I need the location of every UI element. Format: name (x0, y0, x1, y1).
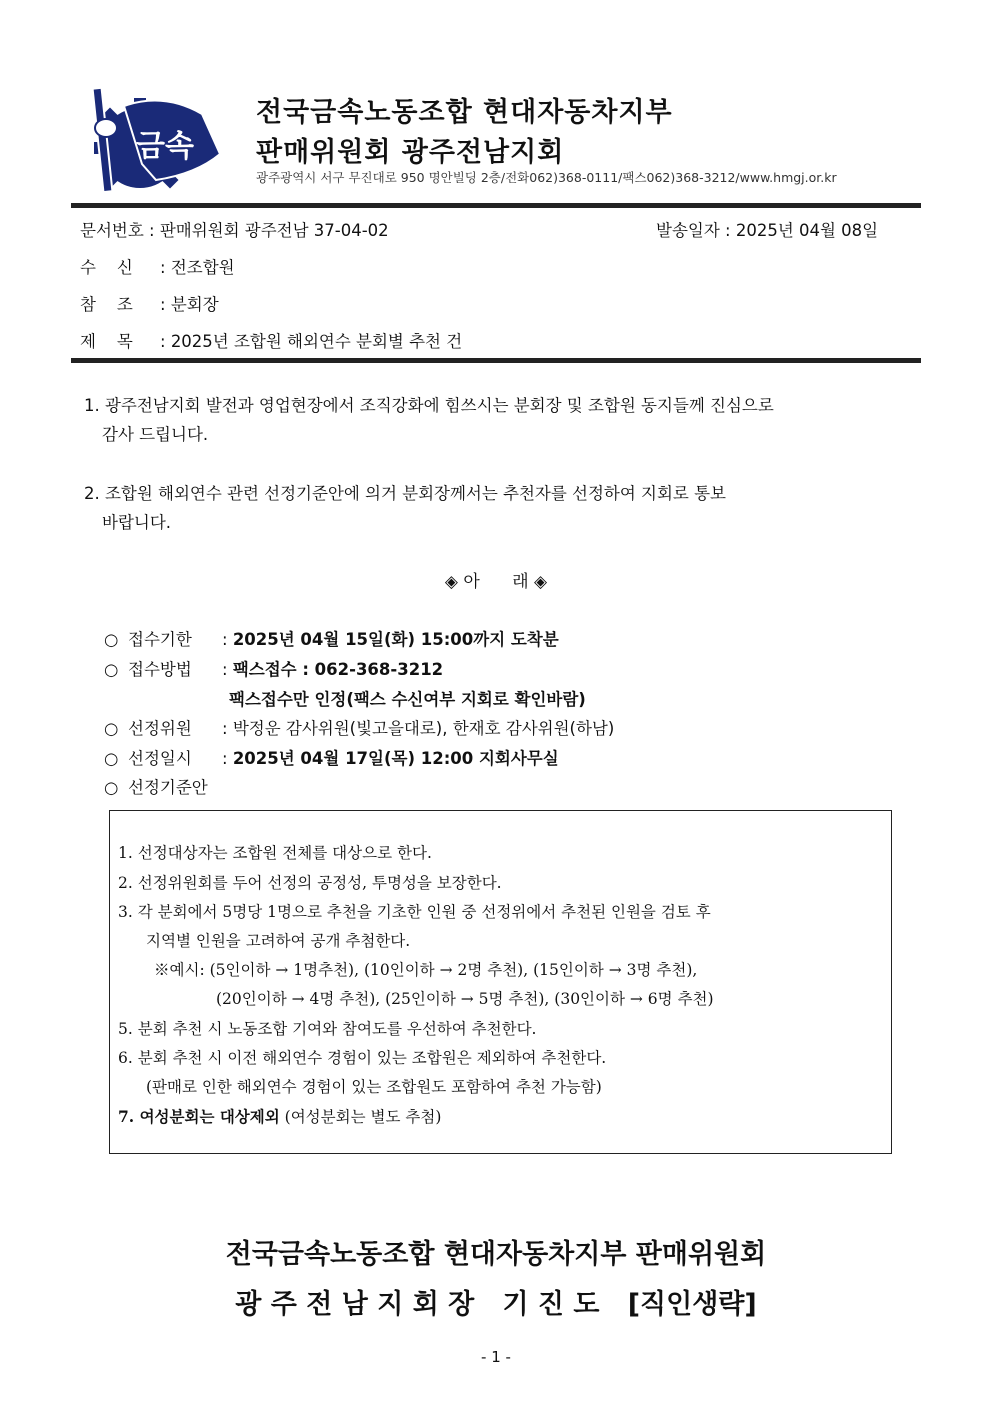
criteria-5: 5. 분회 추천 시 노동조합 기여와 참여도를 우선하여 추천한다. (118, 1020, 537, 1038)
circle-bullet-icon: ○ (104, 660, 119, 679)
circle-bullet-icon: ○ (104, 719, 119, 738)
send-date: 2025년 04월 08일 (735, 221, 879, 240)
item-committee: ○ 선정위원 : 박정운 감사위원(빛고을대로), 한재호 감사위원(하남) (104, 715, 614, 739)
criteria-2: 2. 선정위원회를 두어 선정의 공정성, 투명성을 보장한다. (118, 874, 502, 892)
org-name-line1: 전국금속노동조합 현대자동차지부 (256, 97, 673, 128)
circle-bullet-icon: ○ (104, 749, 119, 768)
criteria-label: 선정기준안 (128, 778, 208, 797)
doc-number: 판매위원회 광주전남 37-04-02 (159, 221, 389, 240)
reference: 분회장 (170, 295, 219, 314)
deadline-value: 2025년 04월 15일(화) 15:00까지 도착분 (232, 630, 559, 649)
committee-value: 박정운 감사위원(빛고을대로), 한재호 감사위원(하남) (232, 719, 615, 738)
criteria-7 (118, 1105, 441, 1127)
committee-label: 선정위원 (128, 719, 192, 738)
header-divider (71, 203, 921, 208)
signature-chair: 광 주 전 남 지 회 장 기 진 도 [직인생략] (235, 1289, 757, 1320)
deadline-label: 접수기한 (128, 630, 192, 649)
union-logo (84, 84, 224, 196)
notice-title: ◈ 아 래 ◈ (444, 572, 548, 592)
criteria-3-example2: (20인이하 → 4명 추천), (25인이하 → 5명 추천), (30인이하 → 6명 추천) (216, 990, 714, 1008)
criteria-6-line2: (판매로 인한 해외연수 경험이 있는 조합원도 포함하여 추천 가능함) (146, 1078, 602, 1096)
paragraph-2-line1: 2. 조합원 해외연수 관련 선정기준안에 의거 분회장께서는 추천자를 선정하여 지회로 통보 (84, 484, 726, 503)
reference-row: 참 조 : 분회장 (80, 291, 219, 315)
logo-text: 금속 (136, 129, 194, 164)
criteria-6-line1: 6. 분회 추천 시 이전 해외연수 경험이 있는 조합원은 제외하여 추천한다. (118, 1049, 607, 1067)
criteria-3-example1: ※예시: (5인이하 → 1명추천), (10인이하 → 2명 추천), (15인이하 → 3명 추천), (154, 961, 698, 979)
send-date-label: 발송일자 (656, 221, 720, 240)
criteria-1: 1. 선정대상자는 조합원 전체를 대상으로 한다. (118, 844, 432, 862)
recipient-label: 수 신 (80, 258, 133, 277)
subject: 2025년 조합원 해외연수 분회별 추천 건 (170, 332, 463, 351)
reference-label: 참 조 (80, 295, 133, 314)
page-number: - 1 - (481, 1348, 511, 1366)
signature-org: 전국금속노동조합 현대자동차지부 판매위원회 (225, 1239, 767, 1270)
criteria-3-line1: 3. 각 분회에서 5명당 1명으로 추천을 기초한 인원 중 선정위에서 추천된 인원을 검토 후 (118, 903, 711, 921)
recipient-row: 수 신 : 전조합원 (80, 254, 235, 278)
send-date-row: 발송일자 : 2025년 04월 08일 (656, 221, 879, 240)
meta-divider (71, 358, 921, 363)
criteria-3-line2: 지역별 인원을 고려하여 공개 추첨한다. (146, 932, 411, 950)
item-criteria (104, 774, 222, 798)
item-method: ○ 접수방법 : 팩스접수 : 062-368-3212 (104, 656, 443, 680)
subject-label: 제 목 (80, 332, 133, 351)
method-value: 팩스접수 : 062-368-3212 (232, 660, 444, 679)
paragraph-1-line2: 감사 드립니다. (102, 425, 209, 444)
recipient: 전조합원 (170, 258, 235, 277)
doc-number-row: 문서번호 : 판매위원회 광주전남 37-04-02 (80, 221, 389, 240)
doc-number-label: 문서번호 (80, 221, 144, 240)
item-selection-date: ○ 선정일시 : 2025년 04월 17일(목) 12:00 지회사무실 (104, 745, 559, 769)
subject-row: 제 목 : 2025년 조합원 해외연수 분회별 추천 건 (80, 328, 462, 352)
criteria-box (109, 810, 892, 1154)
criteria-7-bold: 7. 여성분회는 대상제외 (118, 1107, 280, 1126)
circle-bullet-icon: ○ (104, 630, 119, 649)
org-name-line2: 판매위원회 광주전남지회 (256, 137, 565, 168)
method-note: 팩스접수만 인정(팩스 수신여부 지회로 확인바람) (229, 690, 586, 709)
selection-date-label: 선정일시 (128, 749, 192, 768)
item-deadline: ○ 접수기한 : 2025년 04월 15일(화) 15:00까지 도착분 (104, 626, 559, 650)
criteria-7-rest: (여성분회는 별도 추첨) (279, 1108, 442, 1126)
paragraph-1-line1: 1. 광주전남지회 발전과 영업현장에서 조직강화에 힘쓰시는 분회장 및 조합원 동지들께 진심으로 (84, 396, 774, 415)
circle-bullet-icon: ○ (104, 778, 119, 797)
method-label: 접수방법 (128, 660, 192, 679)
org-address: 광주광역시 서구 무진대로 950 명안빌딩 2층/전화062)368-0111/팩스062)368-3212/www.hmgj.or.kr (256, 170, 837, 185)
selection-date-value: 2025년 04월 17일(목) 12:00 지회사무실 (232, 749, 559, 768)
paragraph-2-line2: 바랍니다. (102, 513, 172, 532)
